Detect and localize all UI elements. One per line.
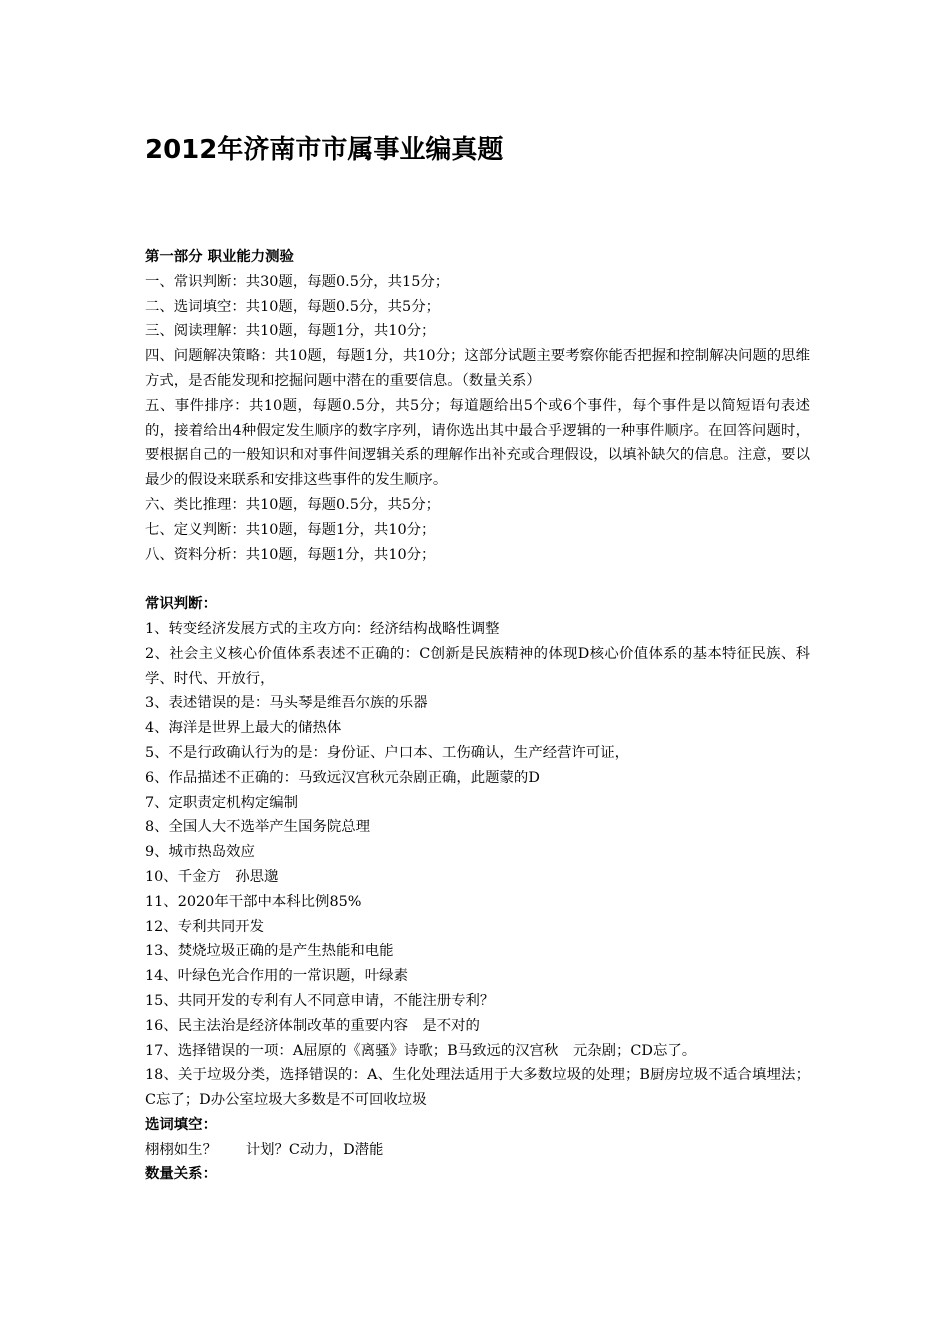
blank-line bbox=[145, 567, 810, 592]
part1-item: 三、阅读理解：共10题，每题1分，共10分； bbox=[145, 323, 436, 340]
section-heading-shuliang: 数量关系： bbox=[145, 1166, 217, 1183]
changshi-item: 12、专利共同开发 bbox=[145, 918, 265, 935]
changshi-item: 14、叶绿色光合作用的一常识题，叶绿素 bbox=[145, 968, 408, 985]
changshi-item: 2、社会主义核心价值体系表述不正确的：C创新是民族精神的体现D核心价值体系的基本特征民族、科学、时代、开放行， bbox=[145, 645, 810, 687]
changshi-item: 4、海洋是世界上最大的储热体 bbox=[145, 720, 342, 737]
section-heading-part1: 第一部分 职业能力测验 bbox=[145, 249, 294, 265]
part1-item: 六、类比推理：共10题，每题0.5分，共5分； bbox=[145, 496, 440, 513]
part1-item: 五、事件排序：共10题，每题0.5分，共5分；每道题给出5个或6个事件，每个事件是以简短语句表述的，接着给出4种假定发生顺序的数字序列，请你选出其中最合乎逻辑的一种事件顺序。在回答问题时，要根据自己的一般知识和对事件间逻辑关系的理解作出补充或合理假设，以填补缺欠的信息。注意，要以最少的假设来联系和安排这些事件的发生顺序。 bbox=[145, 397, 810, 489]
changshi-item: 1、转变经济发展方式的主攻方向：经济结构战略性调整 bbox=[145, 620, 500, 637]
part1-item: 八、资料分析：共10题，每题1分，共10分； bbox=[145, 546, 436, 563]
changshi-item: 6、作品描述不正确的：马致远汉宫秋元杂剧正确，此题蒙的D bbox=[145, 769, 540, 786]
changshi-item: 7、定职责定机构定编制 bbox=[145, 794, 299, 811]
changshi-item: 8、全国人大不选举产生国务院总理 bbox=[145, 819, 371, 836]
part1-item: 七、定义判断：共10题，每题1分，共10分； bbox=[145, 521, 436, 538]
part1-item: 一、常识判断：共30题，每题0.5分，共15分； bbox=[145, 273, 450, 290]
changshi-item: 5、不是行政确认行为的是：身份证、户口本、工伤确认，生产经营许可证， bbox=[145, 744, 630, 761]
changshi-item: 11、2020年干部中本科比例85% bbox=[145, 893, 362, 910]
changshi-item: 16、民主法治是经济体制改革的重要内容 是不对的 bbox=[145, 1017, 480, 1034]
changshi-item: 3、表述错误的是：马头琴是维吾尔族的乐器 bbox=[145, 695, 428, 712]
xuanci-item: 栩栩如生？ 计划？C动力，D潜能 bbox=[145, 1141, 384, 1158]
changshi-item: 13、焚烧垃圾正确的是产生热能和电能 bbox=[145, 943, 394, 960]
changshi-item: 9、城市热岛效应 bbox=[145, 844, 255, 861]
changshi-item: 10、千金方 孙思邈 bbox=[145, 868, 279, 885]
part1-item: 四、问题解决策略：共10题，每题1分，共10分；这部分试题主要考察你能否把握和控制解决问题的思维方式，是否能发现和挖掘问题中潜在的重要信息。（数量关系） bbox=[145, 348, 810, 389]
document-title: 2012年济南市市属事业编真题 bbox=[145, 135, 504, 165]
document-body bbox=[145, 245, 810, 1187]
changshi-item: 17、选择错误的一项：A屈原的《离骚》诗歌；B马致远的汉宫秋 元杂剧；CD忘了。 bbox=[145, 1042, 697, 1059]
part1-item: 二、选词填空：共10题，每题0.5分，共5分； bbox=[145, 298, 440, 315]
section-heading-changshi: 常识判断： bbox=[145, 596, 217, 613]
changshi-item: 18、关于垃圾分类，选择错误的：A、生化处理法适用于大多数垃圾的处理；B厨房垃圾不适合填埋法；C忘了；D办公室垃圾大多数是不可回收垃圾 bbox=[145, 1067, 810, 1109]
section-heading-xuanci: 选词填空： bbox=[145, 1116, 217, 1133]
changshi-item: 15、共同开发的专利有人不同意申请，不能注册专利？ bbox=[145, 992, 495, 1009]
